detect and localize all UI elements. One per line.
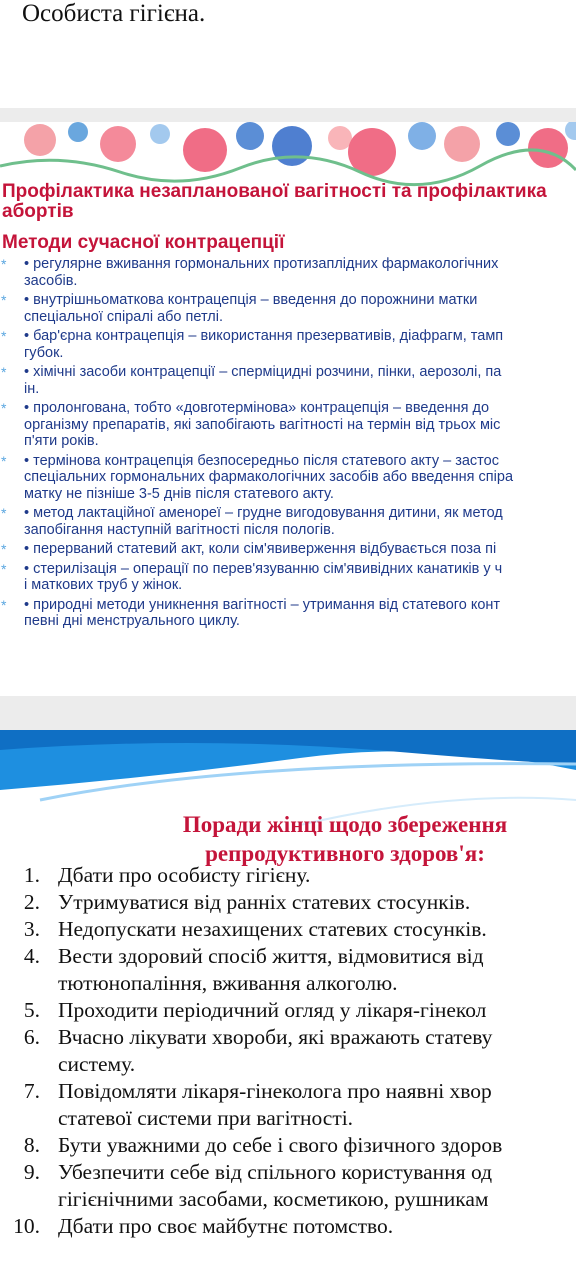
list-item: * • стерилізація – операції по перев'язуванню сім'явивідних канатиків у ч і маткових труб у жінок. <box>1 560 503 593</box>
list-item: 8. Бути уважними до себе і свого фізичного здоров <box>23 1133 503 1157</box>
asterisk-bullet-icon: * <box>1 256 7 272</box>
asterisk-bullet-icon: * <box>1 452 7 469</box>
list-item: 9. Убезпечити себе від спільного користування од гігієнічними засобами, косметикою, рушникам <box>23 1160 493 1211</box>
asterisk-bullet-icon: * <box>1 364 7 380</box>
divider <box>0 108 576 122</box>
asterisk-bullet-icon: * <box>1 292 7 308</box>
slide-title: Поради жінці щодо збереження репродуктивного здоров'я: <box>182 812 508 866</box>
asterisk-bullet-icon: * <box>1 400 7 416</box>
slide-title: Профілактика незапланованої вагітності та профілактика абортів <box>2 181 547 222</box>
list-item: 1. Дбати про особисту гігієну. <box>23 863 311 887</box>
list-item: 4. Вести здоровий спосіб життя, відмовитися від тютюнопаління, вживання алкоголю. <box>23 944 484 995</box>
flower-border-image <box>0 122 576 188</box>
slide-subtitle: Методи сучасної контрацепції <box>2 232 285 253</box>
list-item: * • регулярне вживання гормональних протизаплідних фармакологічних засобів. <box>1 256 499 289</box>
list-item: * • метод лактаційної аменореї – грудне вигодовування дитини, як метод запобігання наступній вагітності після пологів. <box>1 505 503 538</box>
list-item: * • пролонгована, тобто «довготермінова» контрацепція – введення до організму препаратів, які запобігають вагітності на термін від трьох міс п'яти років. <box>1 400 501 449</box>
contraception-methods-list <box>0 256 576 633</box>
divider <box>0 696 576 730</box>
list-item: 6. Вчасно лікувати хвороби, які вражають статеву систему. <box>23 1025 493 1076</box>
list-item: * • внутрішньоматкова контрацепція – введення до порожнини матки спеціальної спіралі або петлі. <box>1 292 478 325</box>
list-item: 7. Повідомляти лікаря-гінеколога про наявні хвор статевої системи при вагітності. <box>23 1079 492 1130</box>
list-item: * • термінова контрацепція безпосередньо після статевого акту – застос спеціальних гормональних фармакологічних засобів або введення спіра матку не пізніше 3-5 днів після статевого акту. <box>1 452 514 502</box>
asterisk-bullet-icon: * <box>1 505 7 521</box>
list-item: 5. Проходити періодичний огляд у лікаря-гінекол <box>23 998 487 1022</box>
page-title: Особиста гігієна. <box>22 0 206 27</box>
slide-contraception[interactable] <box>0 122 576 696</box>
health-tips-list <box>0 862 576 1240</box>
list-item: 3. Недопускати незахищених статевих стосунків. <box>23 917 487 941</box>
list-item: * • бар'єрна контрацепція – використання презервативів, діафрагм, тамп губок. <box>1 328 504 361</box>
slide-reproductive-health-tips[interactable] <box>0 730 576 1280</box>
top-text-block <box>0 0 576 108</box>
asterisk-bullet-icon: * <box>1 596 7 613</box>
list-item: 10. Дбати про своє майбутнє потомство. <box>13 1214 394 1238</box>
asterisk-bullet-icon: * <box>1 560 7 577</box>
list-item: * • хімічні засоби контрацепції – сперміцидні розчини, пінки, аерозолі, па ін. <box>1 364 502 397</box>
asterisk-bullet-icon: * <box>1 328 7 344</box>
list-item: * • природні методи уникнення вагітності – утримання від статевого конт певні дні менструального циклу. <box>1 596 501 629</box>
list-item: * • перерваний статевий акт, коли сім'явиверження відбувається поза пі <box>1 541 497 557</box>
list-item: 2. Утримуватися від ранніх статевих стосунків. <box>23 890 471 914</box>
asterisk-bullet-icon: * <box>1 541 7 557</box>
